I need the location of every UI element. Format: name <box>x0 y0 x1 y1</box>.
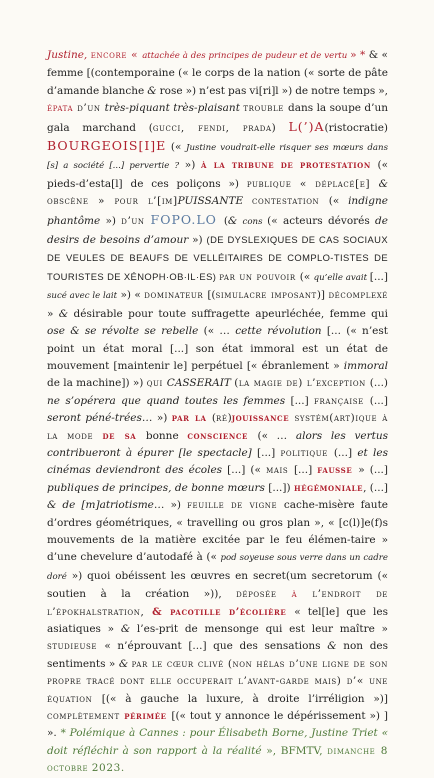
text-segment: très-piquant très-plaisant <box>104 102 244 115</box>
text-segment: & <box>327 640 344 653</box>
text-segment: gucci, fendi, prada <box>152 121 272 134</box>
text-segment: complètement <box>47 710 125 723</box>
text-segment: ose & se révolte se rebelle <box>47 325 199 338</box>
text-segment: dimanche 8 octobre 2023. <box>47 744 388 775</box>
text-segment: CASSERAIT <box>166 377 235 390</box>
text-segment: « n’éprouvant [...] que des sensations <box>104 640 328 653</box>
text-segment: attachée à des principes de pudeur et de vertu <box>142 51 351 61</box>
text-segment: (...) <box>369 377 389 390</box>
text-segment: alors les vertus contribueront à épurer [le spectacle] <box>47 429 388 459</box>
text-segment: qu’elle avait <box>313 272 370 283</box>
prose-block <box>47 47 388 778</box>
text-segment: cette révolution <box>235 325 322 338</box>
text-segment: ») <box>188 234 207 247</box>
text-segment: publiques de principes, de bonne mœurs <box>47 481 265 494</box>
text-segment: ») quoi obéissent les œuvres en secret(um secretorum (« soutien à la création »)), <box>47 569 388 601</box>
text-segment: (« … <box>198 325 236 338</box>
text-segment: )] <box>316 289 329 302</box>
text-segment: FOPO.LO <box>150 211 224 227</box>
text-segment: (...] <box>333 446 358 459</box>
text-segment: ( <box>211 412 216 425</box>
text-segment: bonne <box>145 429 188 442</box>
text-segment: BOURGEOIS[I]E <box>47 138 167 154</box>
text-segment: contestation <box>252 195 329 208</box>
text-segment: ( <box>223 214 228 227</box>
text-segment: dans la soupe d’un gala marchand ( <box>47 102 388 134</box>
text-segment: [...] <box>369 270 388 283</box>
text-segment: (...] <box>369 394 388 407</box>
text-segment: à <box>291 588 313 601</box>
text-segment: cache-misère faute d’ordres géométriques, « travelling ou gros plan », « [c(l)]e(f)s mouvements de la matière excitée par le feu élémen-taire » d’une chevelure d’autodafé à (« <box>47 499 388 564</box>
text-segment: par la <box>171 412 212 425</box>
text-segment: par le cœur clivé (non hélas d’une ligne de son propre tracé dont elle occuperait l’avant-garde mais) <box>47 657 388 688</box>
text-segment: studieuse <box>47 640 105 653</box>
text-segment: & <box>227 214 243 227</box>
text-segment: [...] <box>285 394 315 407</box>
text-segment: conscience <box>187 429 258 442</box>
text-segment: immoral <box>343 359 388 372</box>
text-segment: simulacre imposant <box>215 289 317 302</box>
text-segment: [...] <box>293 464 318 477</box>
text-segment: qui <box>146 377 167 390</box>
text-segment: ») « <box>117 289 145 302</box>
text-segment: & de [m]atriotisme… <box>47 499 165 512</box>
text-segment: mais <box>266 464 294 477</box>
text-segment: l’endroit de l’épokhalstration, <box>47 588 388 618</box>
text-segment: (« <box>328 195 349 208</box>
text-segment: ») <box>152 412 172 425</box>
text-segment: encore « <box>90 49 143 61</box>
text-segment: fausse <box>317 464 359 477</box>
text-segment: indigne phantôme <box>47 195 388 227</box>
text-segment: », BFMTV, <box>266 744 328 757</box>
text-segment: & <box>118 657 132 670</box>
text-segment: et les cinémas deviendront des écoles <box>47 446 388 477</box>
text-segment: d’un <box>121 214 151 227</box>
text-segment: & <box>58 307 74 320</box>
text-segment: [...]) <box>264 481 294 494</box>
text-segment: périmée <box>124 710 172 723</box>
text-segment: de desirs de besoins d’amour <box>47 214 388 247</box>
text-segment: cons <box>242 216 268 227</box>
text-segment: Justine, <box>47 49 91 61</box>
text-segment: & pacotille d’écolière <box>152 605 295 618</box>
text-segment: [(« tout y annonce le dépérissement ») ] ». <box>47 710 388 740</box>
text-segment: jouissance <box>231 412 295 425</box>
text-segment: désirable pour toute suffragette apeurléchée, femme qui <box>73 307 388 320</box>
text-segment: (« <box>299 270 314 283</box>
text-segment: « tel[le] que les asiatiques » <box>47 605 389 635</box>
text-segment: L(’)A <box>288 118 325 134</box>
text-segment: (« acteurs dévorés <box>267 214 376 227</box>
text-segment: (« pieds-d’esta[l] de ces poliçons ») <box>47 159 388 190</box>
text-segment: » * <box>350 49 369 61</box>
text-segment: ») <box>164 499 188 512</box>
text-segment: rose ») n’est pas vi[ri]l ») de notre temps », <box>159 84 388 97</box>
text-segment: hégémoniale <box>293 481 364 494</box>
text-segment: ne s’opérera que quand toutes les femmes <box>47 394 286 407</box>
text-segment: (« <box>166 141 187 154</box>
text-segment: [(« à gauche la luxure, à droite l’irréligion »)] <box>101 692 389 705</box>
text-segment: française <box>314 394 370 407</box>
text-segment: (« … <box>257 429 296 442</box>
text-segment: » <box>47 307 59 320</box>
text-segment: d’« une équation <box>47 675 388 705</box>
text-segment: & <box>378 177 388 190</box>
text-segment: l’es-prit de mensonge qui est leur maître » <box>136 623 388 635</box>
text-segment: décomplexé <box>328 289 388 302</box>
text-segment: [... (« n’est point un état moral [...] son état immoral est un état de mouvement [maintenir le] perpétuel [« ébranlement » <box>47 325 388 372</box>
text-segment: ) <box>271 121 289 134</box>
text-segment: d’un <box>77 102 105 115</box>
text-segment: dominateur <box>144 289 208 302</box>
text-segment: » (...] <box>358 464 388 477</box>
text-segment: ») <box>179 159 202 172</box>
text-segment: par un pouvoir <box>219 270 300 283</box>
text-segment: pod soyeuse sous verre dans un cadre doré <box>47 553 388 582</box>
text-segment: , (...] <box>363 481 388 494</box>
text-segment: seront péné-trées… <box>47 412 153 425</box>
text-segment: sucé avec le lait <box>47 291 118 302</box>
text-segment: PUISSANTE <box>177 195 253 208</box>
text-segment: systém(art)ique à la mode <box>47 412 388 442</box>
text-segment: de la machine]) ») <box>47 377 147 390</box>
text-segment: [( <box>207 289 216 302</box>
text-segment: Justine voudrait-elle risquer ses mœurs dans [s] a société [...] pervertie ? <box>47 143 388 172</box>
text-segment: & « femme [(contemporaine (« le corps de la nation (« sorte de pâte d’amande blanche <box>47 49 388 97</box>
text-segment: épata <box>47 102 78 115</box>
text-segment: feuille de vigne <box>187 499 284 512</box>
text-segment: publique « déplacé[e] <box>246 177 379 190</box>
text-segment: * Polémique à Cannes : pour Élisabeth Borne, Justine Triet « doit réfléchir à son rapport à la réalité <box>47 727 388 757</box>
text-segment: obscène » pour l’[im] <box>47 195 178 208</box>
text-segment: (DE DYSLEXIQUES DE CAS SOCIAUX DE VEULES DE BEAUFS DE VELLÉITAIRES DE COMPLO-TISTES DE TOURISTES DE XÉNOPH·OB·IL·ES) <box>47 234 388 282</box>
text-segment: (ristocratie) <box>324 121 388 134</box>
text-segment: trouble <box>243 102 289 115</box>
text-segment: déposée <box>236 588 292 601</box>
text-segment: & <box>120 623 137 635</box>
text-segment: ) <box>227 412 232 425</box>
text-segment: de sa <box>102 429 146 442</box>
text-segment: [...] (« <box>222 464 267 477</box>
text-segment: ») <box>100 214 122 227</box>
text-segment: politique <box>280 446 334 459</box>
text-segment: ré <box>215 412 228 425</box>
text-segment: à la tribune de protestation <box>201 159 378 172</box>
text-segment: non des sentiments » <box>47 640 389 670</box>
text-segment: (la magie de) l’exception <box>234 377 370 390</box>
text-segment: [...] <box>251 446 281 459</box>
text-segment: & <box>147 84 160 97</box>
